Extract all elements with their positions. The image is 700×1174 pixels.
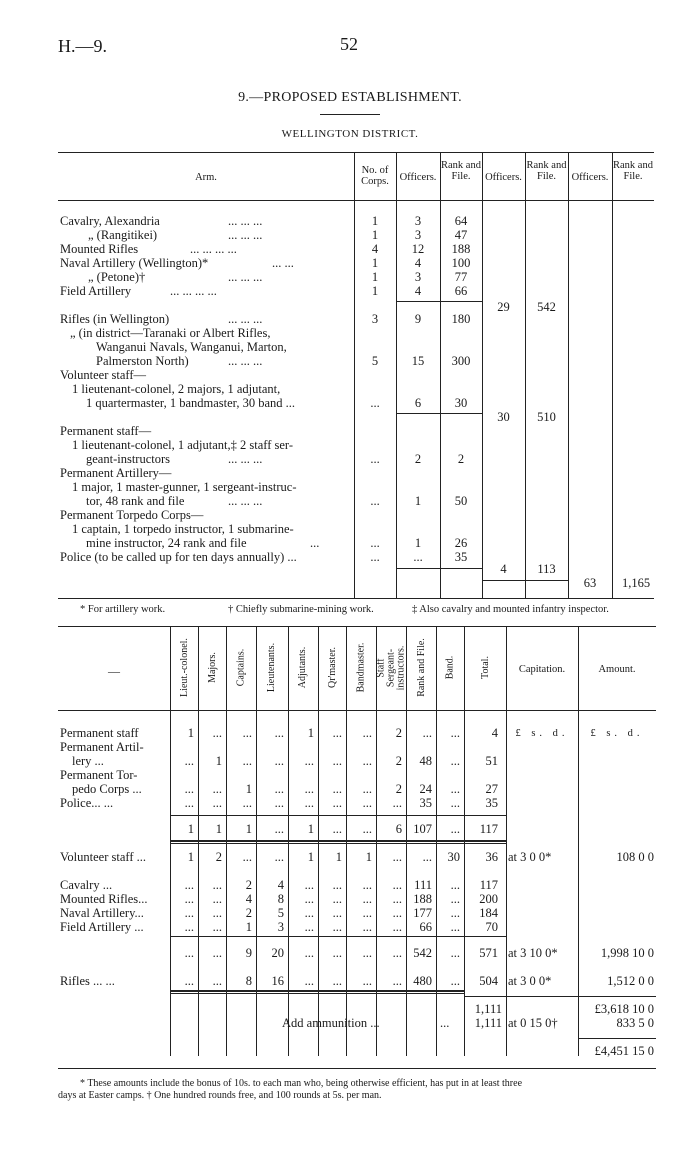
table-cell: 16 (271, 974, 284, 988)
table-cell: 200 (479, 892, 498, 906)
row-label: 1 quartermaster, 1 bandmaster, 30 band ... (86, 396, 296, 410)
table-cell: ... (362, 782, 372, 796)
table-cell: ... (332, 822, 342, 836)
row-label: Field Artillery (60, 284, 132, 298)
header-capitation: Capitation. (518, 664, 566, 675)
rank-file-value: 50 (454, 494, 468, 508)
table-cell: ... (184, 892, 194, 906)
capitation-value: at 3 10 0* (508, 946, 558, 960)
table-cell: ... (332, 974, 342, 988)
table-cell: 1 (245, 782, 252, 796)
header-officers: Officers. (485, 172, 522, 183)
row-label: Palmerston North) (96, 354, 189, 368)
leader-dots: ... ... ... ... (170, 284, 217, 298)
table-cell: 480 (413, 974, 432, 988)
row-label: Permanent Tor- (60, 768, 138, 782)
row-label: 1 lieutenant-colonel, 1 adjutant,‡ 2 staff ser- (72, 438, 293, 452)
officers-value: 12 (411, 242, 425, 256)
row-label: Cavalry ... (60, 878, 113, 892)
header-officers: Officers. (399, 172, 437, 183)
table-cell: ... (304, 782, 314, 796)
table-cell: ... (450, 878, 460, 892)
col-divider (506, 626, 507, 1056)
row-label: Mounted Rifles (60, 242, 139, 256)
header-amount: Amount. (598, 664, 636, 675)
table-cell: ... (362, 974, 372, 988)
table-cell: ... (212, 782, 222, 796)
capitation-lsd: £ s. d. (515, 728, 569, 739)
row-label: geant-instructors (86, 452, 171, 466)
corps-value: ... (370, 452, 380, 466)
table-cell: 1 (187, 726, 194, 740)
table-cell: ... (332, 726, 342, 740)
table-cell: ... (450, 782, 460, 796)
table-cell: ... (212, 906, 222, 920)
table-cell: 8 (245, 974, 252, 988)
header-rank-file: Rank and File. (613, 160, 653, 182)
total-value: 1,111 (474, 1002, 502, 1016)
table-cell: 542 (413, 946, 432, 960)
table-cell: 3 (277, 920, 284, 934)
officers-value: 15 (411, 354, 425, 368)
table-cell: ... (212, 974, 222, 988)
subtotal-officers: 30 (497, 410, 510, 424)
row-label: Permanent staff— (60, 424, 152, 438)
corps-value: 1 (371, 228, 379, 242)
table-cell: 35 (485, 796, 498, 810)
table-cell: ... (392, 974, 402, 988)
table-cell: ... (362, 878, 372, 892)
row-label: Police (to be called up for ten days annually) ... (60, 550, 297, 564)
col-divider (482, 152, 483, 598)
table-cell: ... (184, 906, 194, 920)
table1-bottom-rule (58, 598, 654, 599)
table-cell: ... (392, 878, 402, 892)
table-cell: ... (242, 796, 252, 810)
leader-dots: ... ... ... (228, 214, 263, 228)
double-rule (170, 990, 464, 992)
table-cell: ... (450, 796, 460, 810)
page-number: 52 (340, 34, 358, 54)
rank-file-value: 66 (454, 284, 468, 298)
table-cell: ... (450, 822, 460, 836)
row-label: Police... ... (60, 796, 114, 810)
table-cell: ... (212, 796, 222, 810)
table-cell: 2 (245, 878, 252, 892)
table-cell: 1 (187, 822, 194, 836)
table-cell: 36 (485, 850, 498, 864)
table-cell: 1 (245, 822, 252, 836)
officers-value: 3 (414, 270, 422, 284)
rank-file-value: 30 (454, 396, 468, 410)
table-cell: ... (450, 920, 460, 934)
row-label: Rifles (in Wellington) (60, 312, 170, 326)
rank-file-value: 64 (454, 214, 468, 228)
capitation-value: at 3 0 0* (508, 974, 552, 988)
table-cell: ... (274, 782, 284, 796)
subtotal-officers: 29 (497, 300, 510, 314)
document-reference: H.—9. (58, 36, 107, 56)
table-cell: 4 (491, 726, 498, 740)
row-label: „ (Petone)† (88, 270, 146, 284)
capitation-value: at 3 0 0* (508, 850, 552, 864)
double-rule (170, 840, 506, 842)
table-cell: 117 (479, 878, 498, 892)
rank-file-value: 188 (451, 242, 471, 256)
table-cell: ... (332, 754, 342, 768)
table-cell: 51 (485, 754, 498, 768)
col-divider (612, 152, 613, 598)
leader-dots: ... (440, 1016, 450, 1030)
table-cell: 1 (307, 850, 314, 864)
row-label: Permanent staff (60, 726, 139, 740)
table-cell: ... (304, 974, 314, 988)
table-cell: 4 (245, 892, 252, 906)
table1-header-rule (58, 200, 654, 201)
amount-value: 1,998 10 0 (600, 946, 654, 960)
total-rank-file: 1,165 (621, 576, 651, 590)
table-cell: ... (392, 892, 402, 906)
rank-file-value: 180 (451, 312, 471, 326)
table-cell: ... (304, 892, 314, 906)
table-cell: ... (362, 906, 372, 920)
footnote-bonus: * These amounts include the bonus of 10s. to each man who, being otherwise efficient, has put in at least three (80, 1078, 523, 1089)
table-cell: ... (184, 920, 194, 934)
table-cell: ... (332, 892, 342, 906)
leader-dots: ... ... ... (228, 228, 263, 242)
table-cell: 2 (245, 906, 252, 920)
subtotal-officers: 4 (500, 562, 507, 576)
row-label: 1 major, 1 master-gunner, 1 sergeant-instruc- (72, 480, 297, 494)
row-label: 1 lieutenant-colonel, 2 majors, 1 adjutant, (72, 382, 281, 396)
table-cell: ... (450, 974, 460, 988)
sum-rule (464, 996, 656, 997)
table-cell: 117 (479, 822, 498, 836)
amount-lsd: £ s. d. (590, 728, 644, 739)
double-rule (170, 843, 506, 844)
table-cell: ... (304, 878, 314, 892)
leader-dots: ... ... ... (228, 494, 263, 508)
table-cell: ... (450, 892, 460, 906)
footnote-ammo: days at Easter camps. † One hundred rounds free, and 100 rounds at 5s. per man. (58, 1090, 382, 1101)
table-cell: ... (212, 892, 222, 906)
table2-top-rule (58, 626, 656, 627)
table-cell: ... (450, 946, 460, 960)
subtotal-rule (396, 568, 482, 569)
table-cell: ... (184, 796, 194, 810)
rank-file-value: 47 (454, 228, 468, 242)
table-cell: ... (184, 754, 194, 768)
table-cell: ... (392, 920, 402, 934)
table-cell: 27 (485, 782, 498, 796)
table-cell: ... (392, 906, 402, 920)
row-label: Permanent Torpedo Corps— (60, 508, 204, 522)
corps-value: 1 (371, 284, 379, 298)
subtotal-rank-file: 542 (537, 300, 556, 314)
row-label: Naval Artillery... (60, 906, 144, 920)
table-cell: ... (362, 822, 372, 836)
header-lieut-colonel: Lieut.-colonel. (178, 638, 190, 697)
table2-bottom-rule (58, 1068, 656, 1069)
table-cell: 107 (413, 822, 432, 836)
table-cell: ... (184, 782, 194, 796)
row-label: lery ... (72, 754, 104, 768)
table-cell: 6 (395, 822, 402, 836)
table-cell: ... (212, 878, 222, 892)
table-cell: ... (242, 850, 252, 864)
header-staff-sergeants: Staff Sergeant-instructors. (375, 645, 407, 690)
row-label: Naval Artillery (Wellington)* (60, 256, 209, 270)
table-cell: ... (450, 906, 460, 920)
table-cell: ... (304, 920, 314, 934)
leader-dots: ... ... (272, 256, 294, 270)
table-cell: ... (422, 726, 432, 740)
leader-dots: ... ... ... (228, 312, 263, 326)
table-cell: 70 (485, 920, 498, 934)
footnote-inspector: ‡ Also cavalry and mounted infantry inspector. (412, 604, 609, 615)
row-label: 1 captain, 1 torpedo instructor, 1 submarine- (72, 522, 294, 536)
header-rank-file: Rank and File. (441, 160, 481, 182)
sum-rule (170, 936, 506, 937)
row-label: Permanent Artil- (60, 740, 144, 754)
table-cell: ... (212, 920, 222, 934)
officers-value: 4 (414, 284, 422, 298)
col-divider (525, 152, 526, 598)
header-rank-file: Rank and File. (415, 638, 427, 697)
table-cell: ... (274, 754, 284, 768)
corps-value: ... (370, 536, 380, 550)
table-cell: 184 (479, 906, 498, 920)
header-arm: Arm. (195, 172, 217, 183)
row-label: tor, 48 rank and file (86, 494, 185, 508)
officers-value: 9 (414, 312, 422, 326)
header-lieutenants: Lieutenants. (266, 642, 278, 693)
table-cell: 4 (277, 878, 284, 892)
leader-dots: ... ... ... (228, 354, 263, 368)
table-cell: 48 (419, 754, 432, 768)
amount-value: 833 5 0 (616, 1016, 654, 1030)
subtotal-rule (396, 301, 482, 302)
table-cell: 9 (245, 946, 252, 960)
table-cell: 30 (447, 850, 460, 864)
table-cell: 20 (271, 946, 284, 960)
table-cell: ... (332, 920, 342, 934)
header-qrmaster: Qr'master. (326, 647, 338, 688)
total-value: 1,111 (474, 1016, 502, 1030)
table-cell: ... (274, 796, 284, 810)
subtotal-rank-file: 113 (537, 562, 556, 576)
rank-file-value: 26 (454, 536, 468, 550)
table-cell: 1 (187, 850, 194, 864)
table-cell: ... (332, 906, 342, 920)
officers-value: 3 (414, 228, 422, 242)
capitation-value: at 0 15 0† (508, 1016, 558, 1030)
officers-value: ... (413, 550, 423, 564)
col-divider (578, 626, 579, 1056)
sum-rule (170, 815, 506, 816)
rank-file-value: 300 (451, 354, 471, 368)
corps-value: ... (370, 494, 380, 508)
table2-header-rule (58, 710, 656, 711)
table-cell: 35 (419, 796, 432, 810)
table-cell: 1 (365, 850, 372, 864)
table-cell: ... (184, 946, 194, 960)
table-cell: 504 (479, 974, 498, 988)
row-label: Cavalry, Alexandria (60, 214, 160, 228)
table-cell: ... (304, 946, 314, 960)
footnote-artillery: * For artillery work. (80, 604, 166, 615)
leader-dots: ... (310, 536, 320, 550)
header-corps: No. of Corps. (361, 165, 389, 187)
table-cell: ... (362, 892, 372, 906)
header-bandmaster: Bandmaster. (355, 642, 367, 693)
table-cell: ... (392, 796, 402, 810)
corps-value: 3 (371, 312, 379, 326)
row-label: Mounted Rifles... (60, 892, 148, 906)
table-cell: 5 (277, 906, 284, 920)
table-cell: ... (184, 974, 194, 988)
table-cell: 8 (277, 892, 284, 906)
table-cell: 24 (419, 782, 432, 796)
grand-total: £4,451 15 0 (594, 1044, 654, 1058)
officers-value: 3 (414, 214, 422, 228)
officers-value: 4 (414, 256, 422, 270)
double-rule (170, 993, 464, 994)
table-cell: ... (242, 726, 252, 740)
corps-value: 1 (371, 270, 379, 284)
table-cell: 1 (215, 754, 222, 768)
row-label: pedo Corps ... (72, 782, 142, 796)
row-label: Permanent Artillery— (60, 466, 172, 480)
subtotal-rank-file: 510 (537, 410, 556, 424)
row-label: „ (Rangitikei) (88, 228, 158, 242)
table-cell: ... (362, 796, 372, 810)
table-cell: 1 (215, 822, 222, 836)
table-cell: ... (332, 878, 342, 892)
amount-value: £3,618 10 0 (594, 1002, 654, 1016)
col-divider (568, 152, 569, 598)
table-cell: 1 (307, 726, 314, 740)
header-band: Band. (444, 655, 456, 680)
officers-value: 6 (414, 396, 422, 410)
table-cell: 66 (419, 920, 432, 934)
title-rule (320, 114, 380, 115)
table-cell: ... (212, 726, 222, 740)
sum-rule (578, 1038, 656, 1039)
header-blank: — (108, 664, 120, 678)
table-cell: 1 (307, 822, 314, 836)
table-cell: ... (304, 754, 314, 768)
table-cell: ... (362, 946, 372, 960)
officers-value: 2 (414, 452, 422, 466)
table-cell: ... (422, 850, 432, 864)
table-cell: ... (242, 754, 252, 768)
table1-top-rule (58, 152, 654, 153)
table-cell: 2 (215, 850, 222, 864)
row-label: Field Artillery ... (60, 920, 144, 934)
table-cell: 2 (395, 782, 402, 796)
table-cell: 1 (245, 920, 252, 934)
table-cell: 571 (479, 946, 498, 960)
row-label: Wanganui Navals, Wanganui, Marton, (96, 340, 287, 354)
amount-value: 1,512 0 0 (607, 974, 654, 988)
row-label: Volunteer staff— (60, 368, 146, 382)
rank-file-value: 77 (454, 270, 468, 284)
row-label: Rifles ... ... (60, 974, 115, 988)
table-cell: ... (274, 726, 284, 740)
table-cell: ... (450, 754, 460, 768)
table-cell: ... (332, 946, 342, 960)
table-cell: ... (362, 726, 372, 740)
leader-dots: ... ... ... ... (190, 242, 237, 256)
table-cell: ... (362, 754, 372, 768)
corps-value: 4 (371, 242, 379, 256)
table-cell: 188 (413, 892, 432, 906)
table-cell: ... (392, 850, 402, 864)
header-rank-file: Rank and File. (526, 160, 567, 182)
subtotal-rule (396, 413, 482, 414)
table-cell: 177 (413, 906, 432, 920)
officers-value: 1 (414, 536, 422, 550)
table-cell: ... (450, 726, 460, 740)
corps-value: 1 (371, 214, 379, 228)
table-cell: 2 (395, 754, 402, 768)
table-cell: ... (212, 946, 222, 960)
amount-value: 108 0 0 (616, 850, 654, 864)
table-cell: ... (274, 822, 284, 836)
table-cell: ... (274, 850, 284, 864)
table-cell: ... (362, 920, 372, 934)
section-title: 9.—PROPOSED ESTABLISHMENT. (238, 90, 462, 105)
table-cell: ... (304, 906, 314, 920)
rank-file-value: 100 (451, 256, 471, 270)
officers-value: 1 (414, 494, 422, 508)
corps-value: ... (370, 550, 380, 564)
header-majors: Majors. (206, 652, 218, 683)
corps-value: 5 (371, 354, 379, 368)
table-cell: ... (332, 796, 342, 810)
footnote-submarine: † Chiefly submarine-mining work. (228, 604, 374, 615)
table-cell: 111 (414, 878, 432, 892)
rank-file-value: 35 (454, 550, 468, 564)
table-cell: 2 (395, 726, 402, 740)
total-officers: 63 (583, 576, 597, 590)
header-captains: Captains. (235, 648, 247, 687)
table-cell: ... (392, 946, 402, 960)
row-label: „ (in district—Taranaki or Albert Rifles, (70, 326, 271, 340)
rank-file-value: 2 (457, 452, 465, 466)
table-cell: ... (304, 796, 314, 810)
table-cell: ... (332, 782, 342, 796)
header-total: Total. (479, 656, 491, 679)
row-label: mine instructor, 24 rank and file (86, 536, 247, 550)
header-officers: Officers. (571, 172, 609, 183)
corps-value: ... (370, 396, 380, 410)
district-title: WELLINGTON DISTRICT. (281, 128, 419, 140)
table-cell: ... (184, 878, 194, 892)
corps-value: 1 (371, 256, 379, 270)
table-cell: 1 (335, 850, 342, 864)
row-label: Volunteer staff ... (60, 850, 146, 864)
leader-dots: ... ... ... (228, 270, 263, 284)
header-adjutants: Adjutants. (297, 646, 309, 689)
subtotal-rule (482, 580, 568, 581)
ammo-label: Add ammunition ... (282, 1016, 380, 1030)
leader-dots: ... ... ... (228, 452, 263, 466)
